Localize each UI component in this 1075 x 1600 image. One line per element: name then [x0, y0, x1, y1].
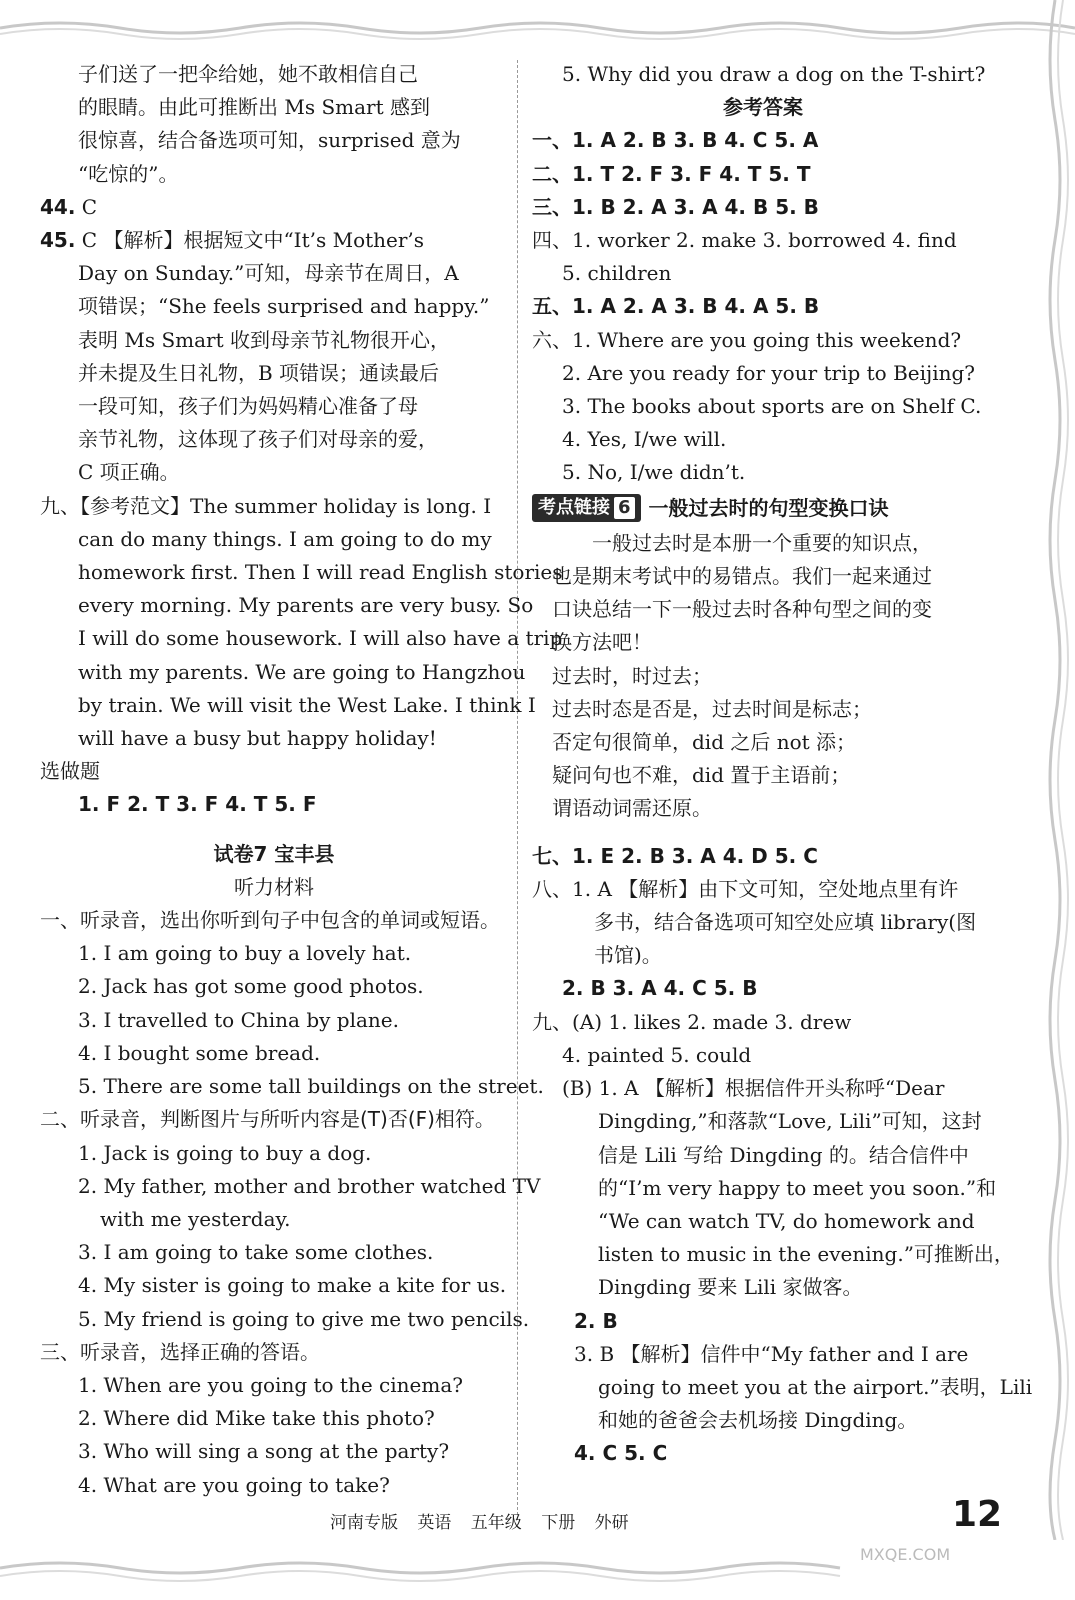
badge-number: 6: [614, 497, 635, 519]
section-title: 三、听录音，选择正确的答语。: [40, 1339, 320, 1364]
text-line: homework first. Then I will read English stories: [78, 560, 563, 585]
text-line: listen to music in the evening.”可推断出，: [598, 1242, 1014, 1267]
text-line: by train. We will visit the West Lake. I think I: [78, 692, 536, 717]
answer-row: 二、1. T 2. F 3. F 4. T 5. T: [532, 161, 811, 186]
answer-44: [40, 191, 508, 224]
text-line: 和她的爸爸会去机场接 Dingding。: [598, 1408, 918, 1433]
rhyme-line: 疑问句也不难，did 置于主语前；: [552, 763, 851, 788]
answer-row: 六、1. Where are you going this weekend?: [532, 327, 962, 352]
list-item: 1. Jack is going to buy a dog.: [78, 1140, 372, 1165]
rhyme-line: 过去时，时过去；: [552, 663, 712, 688]
text-line: can do many things. I am going to do my: [78, 526, 492, 551]
answer-row: 2. Are you ready for your trip to Beijing?: [562, 360, 976, 385]
question-number: 45.: [40, 228, 76, 253]
answer-row: 4. painted 5. could: [562, 1042, 752, 1067]
list-item: 4. My sister is going to make a kite for us.: [78, 1273, 507, 1298]
answer-row: 七、1. E 2. B 3. A 4. D 5. C: [532, 843, 818, 868]
list-item: 5. Why did you draw a dog on the T-shirt?: [562, 62, 986, 86]
answer-row: 5. No, I/we didn’t.: [562, 460, 746, 485]
rhyme-line: 过去时态是否是，过去时间是标志；: [552, 696, 872, 721]
answer-row: 2. B 3. A 4. C 5. B: [562, 976, 758, 1001]
text-line: 一般过去时是本册一个重要的知识点，: [592, 530, 932, 555]
list-item: 3. Who will sing a song at the party?: [78, 1439, 450, 1464]
text-line: 表明 Ms Smart 收到母亲节礼物很开心，: [78, 327, 451, 352]
list-item: 2. Where did Mike take this photo?: [78, 1406, 435, 1431]
text-line: Dingding,”和落款“Love, Lili”可知，这封: [598, 1109, 982, 1134]
section-title: 二、听录音，判断图片与所听内容是(T)否(F)相符。: [40, 1107, 495, 1132]
badge-label: 考点链接: [538, 497, 610, 519]
text-line: Day on Sunday.”可知，母亲节在周日，A: [78, 261, 459, 286]
answer-row: 八、1. A 【解析】由下文可知，空处地点里有许: [532, 876, 959, 901]
text-line: “吃惊的”。: [78, 161, 179, 186]
text-line: I will do some housework. I will also have a trip: [78, 626, 563, 651]
text-line: 多书，结合备选项可知空处应填 library(图: [594, 910, 977, 935]
listening-title: 听力材料: [234, 874, 314, 899]
list-item: 1. When are you going to the cinema?: [78, 1372, 463, 1397]
rhyme-line: 谓语动词需还原。: [552, 796, 712, 821]
text-line: with my parents. We are going to Hangzhou: [78, 659, 526, 684]
text-line: will have a busy but happy holiday!: [78, 726, 437, 751]
text-line: 很惊喜，结合备选项可知，surprised 意为: [78, 128, 461, 153]
page-number: 12: [952, 1494, 1003, 1535]
answer-row: 3. The books about sports are on Shelf C.: [562, 394, 982, 419]
section-title: 一、听录音，选出你听到句子中包含的单词或短语。: [40, 908, 500, 933]
text-line: going to meet you at the airport.”表明，Lili: [598, 1374, 1033, 1399]
question-number: 44.: [40, 194, 76, 219]
answer-row: 4. C 5. C: [574, 1441, 668, 1466]
answer-row: 九、(A) 1. likes 2. made 3. drew: [532, 1009, 852, 1034]
answers-title: 参考答案: [723, 95, 803, 120]
list-item: 3. I am going to take some clothes.: [78, 1240, 434, 1265]
answer-row: 一、1. A 2. B 3. B 4. C 5. A: [532, 128, 819, 153]
list-item: 5. There are some tall buildings on the street.: [78, 1074, 544, 1099]
list-item: 3. I travelled to China by plane.: [78, 1007, 399, 1032]
column-divider: [517, 60, 518, 1520]
answer-row: 四、1. worker 2. make 3. borrowed 4. find: [532, 228, 957, 253]
answer-text: C 【解析】根据短文中“It’s Mother’s: [81, 228, 425, 253]
answer-row: 三、1. B 2. A 3. A 4. B 5. B: [532, 194, 819, 219]
text-line: every morning. My parents are very busy. So: [78, 593, 534, 618]
text-line: 的“I’m very happy to meet you soon.”和: [598, 1175, 997, 1200]
optional-answers: 1. F 2. T 3. F 4. T 5. F: [78, 792, 317, 817]
rhyme-line: 否定句很简单，did 之后 not 添；: [552, 730, 857, 755]
answer-row: 5. children: [562, 261, 672, 286]
left-column: [40, 58, 563, 1502]
answer-row: 3. B 【解析】信件中“My father and I are: [574, 1341, 969, 1366]
optional-title: 选做题: [40, 759, 100, 784]
answer-row: 4. Yes, I/we will.: [562, 427, 727, 452]
text-line: 并未提及生日礼物，B 项错误；通读最后: [78, 360, 440, 385]
text-line: 子们送了一把伞给她，她不敢相信自己: [78, 62, 418, 86]
footer-text: 河南专版 英语 五年级 下册 外研: [330, 1513, 629, 1533]
paper-title: 试卷7 宝丰县: [213, 841, 335, 866]
knowledge-link-header: [532, 492, 994, 525]
text-line: “We can watch TV, do homework and: [598, 1208, 975, 1233]
decorative-top-border: [0, 0, 1075, 40]
text-line: Dingding 要来 Lili 家做客。: [598, 1275, 863, 1300]
text-line: 一段可知，孩子们为妈妈精心准备了母: [78, 394, 418, 419]
answer-row: 2. B: [574, 1308, 618, 1333]
answer-row: 五、1. A 2. A 3. B 4. A 5. B: [532, 294, 820, 319]
text-line: 信是 Lili 写给 Dingding 的。结合信件中: [598, 1142, 969, 1167]
text-line: 也是期末考试中的易错点。我们一起来通过: [552, 564, 932, 589]
answer-row: (B) 1. A 【解析】根据信件开头称呼“Dear: [562, 1076, 945, 1101]
list-item: 5. My friend is going to give me two pencils.: [78, 1306, 530, 1331]
knowledge-link-badge: [532, 494, 641, 522]
list-item: 4. I bought some bread.: [78, 1040, 321, 1065]
badge-title: 一般过去时的句型变换口诀: [648, 495, 889, 520]
text-line: C 项正确。: [78, 460, 180, 485]
list-item: 2. My father, mother and brother watched TV: [78, 1173, 541, 1198]
list-item: 4. What are you going to take?: [78, 1472, 390, 1497]
text-line: 换方法吧！: [552, 630, 652, 655]
answer-45: [40, 224, 508, 257]
text-line: 书馆)。: [594, 943, 662, 968]
essay-heading: 九、【参考范文】The summer holiday is long. I: [40, 493, 492, 518]
list-item: with me yesterday.: [100, 1206, 291, 1231]
list-item: 1. I am going to buy a lovely hat.: [78, 941, 412, 966]
text-line: 口诀总结一下一般过去时各种句型之间的变: [552, 597, 932, 622]
right-column: [532, 58, 1033, 1471]
text-line: 的眼睛。由此可推断出 Ms Smart 感到: [78, 95, 431, 120]
text-line: 项错误；“She feels surprised and happy.”: [78, 294, 490, 319]
decorative-right-border: [1035, 0, 1075, 1540]
answer-text: C: [81, 194, 98, 219]
text-line: 亲节礼物，这体现了孩子们对母亲的爱，: [78, 427, 438, 452]
list-item: 2. Jack has got some good photos.: [78, 974, 424, 999]
watermark: MXQE.COM: [860, 1545, 951, 1564]
